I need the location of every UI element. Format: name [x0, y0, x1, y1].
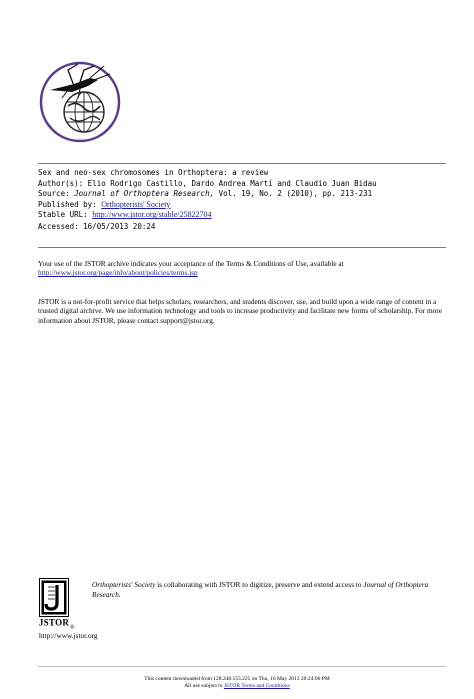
download-info: This content downloaded from 128.248.155.225 on Thu, 16 May 2013 20:24:06 PM	[144, 676, 330, 682]
collab-text: is collaborating with JSTOR to digitize, preserve and extend access to	[155, 580, 364, 589]
terms-text: Your use of the JSTOR archive indicates your acceptance of the Terms & Conditions of Use, available at	[38, 259, 344, 268]
stable-url-label: Stable URL:	[38, 210, 88, 220]
accessed-label: Accessed:	[38, 221, 79, 231]
journal-name: Journal of Orthoptera Research,	[74, 189, 215, 199]
authors-label: Author(s):	[38, 178, 84, 188]
jstor-logo	[39, 578, 69, 628]
source-label: Source:	[38, 189, 70, 199]
accessed-line	[38, 222, 448, 233]
source-details: Vol. 19, No. 2 (2010), pp. 213-231	[218, 189, 373, 199]
stable-url-line	[38, 210, 448, 221]
divider-middle	[38, 247, 446, 248]
jstor-about: JSTOR is a not-for-profit service that helps scholars, researchers, and students discover, use, and build upon a wide range of content in a trusted digital archive. We use information technology and tools to increase productivity and facilitate new forms of scholarship. For more information about JSTOR, please contact support@jstor.org.	[38, 297, 442, 325]
jstor-url: http://www.jstor.org	[39, 631, 98, 640]
collab-journal: Journal of Orthoptera Research.	[92, 580, 429, 599]
article-title: Sex and neo-sex chromosomes in Orthoptera: a review	[38, 168, 269, 177]
registered-mark: ®	[70, 625, 75, 631]
footer-terms-link[interactable]: JSTOR Terms and Conditions	[223, 683, 290, 689]
authors: Elio Rodrigo Castillo, Dardo Andrea Martí and Claudio Juan Bidau	[87, 178, 377, 188]
publisher-line	[38, 200, 448, 211]
stable-url-link[interactable]: http://www.jstor.org/stable/25822704	[92, 210, 212, 220]
terms-footer-line	[0, 683, 474, 690]
accessed-date: 16/05/2013 20:24	[83, 221, 156, 231]
divider-footer	[38, 666, 446, 667]
download-footer	[0, 676, 474, 690]
divider-top	[38, 163, 446, 164]
collab-society: Orthopterists' Society	[92, 580, 156, 589]
terms-notice	[38, 259, 448, 278]
citation-block	[38, 168, 448, 233]
publisher-label: Published by:	[38, 199, 97, 209]
footer-prefix: All use subject to	[184, 683, 223, 689]
authors-line	[38, 179, 448, 190]
globe-icon	[64, 92, 104, 132]
terms-link[interactable]: http://www.jstor.org/page/info/about/policies/terms.jsp	[38, 268, 198, 278]
source-line	[38, 189, 448, 200]
jstor-logo-text: JSTOR	[39, 617, 69, 628]
collaboration-statement	[92, 580, 432, 599]
publisher-link[interactable]: Orthopterists' Society	[101, 199, 171, 209]
society-logo	[38, 60, 122, 144]
